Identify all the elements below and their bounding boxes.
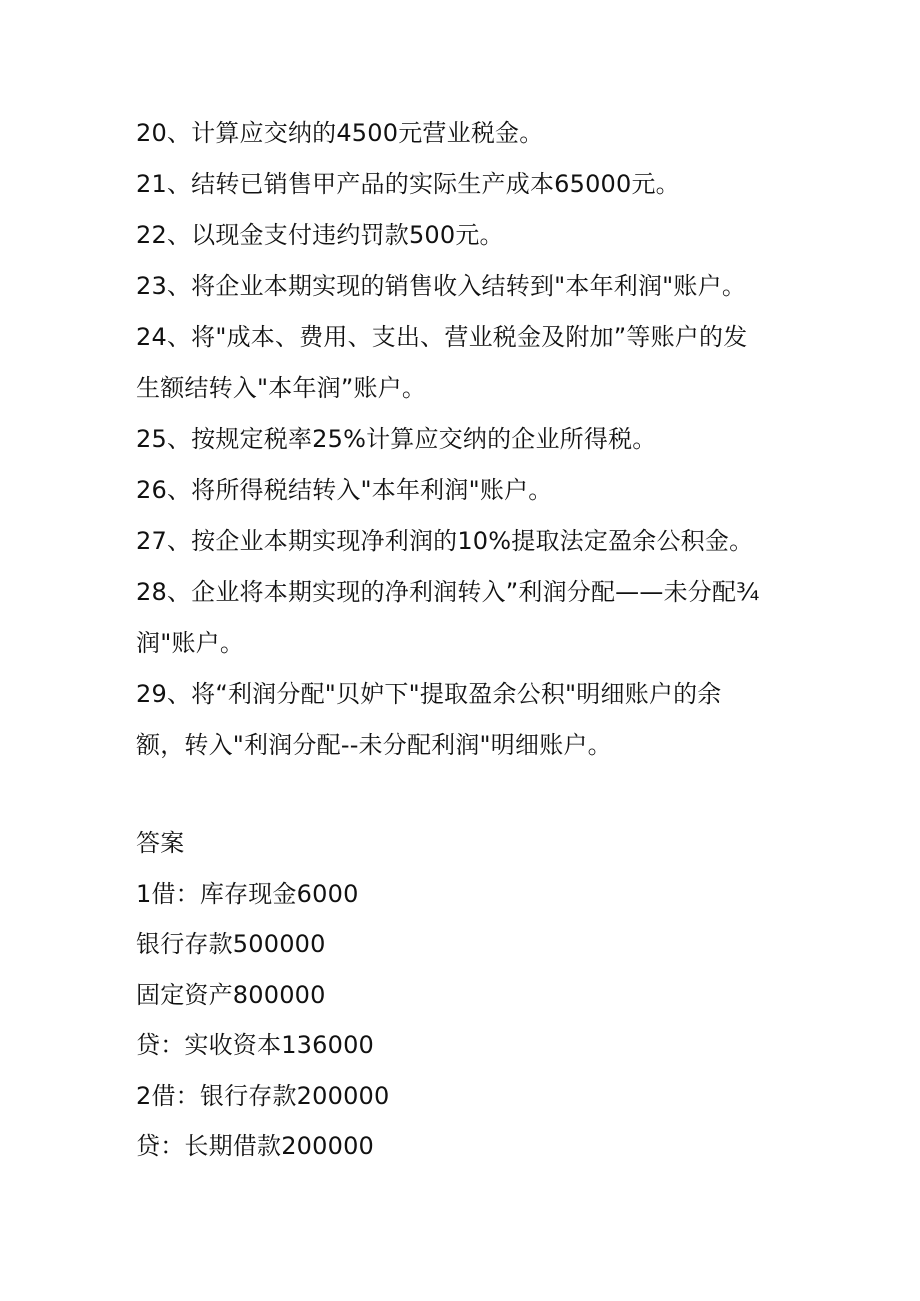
question-line-29: 29、将“利润分配"贝妒下"提取盈余公积"明细账户的余 xyxy=(136,680,722,708)
answer-line: 固定资产800000 xyxy=(136,980,326,1009)
answer-line: 贷：实收资本136000 xyxy=(136,1031,375,1059)
question-line-28-cont: 润"账户。 xyxy=(136,629,245,657)
question-line-23: 23、将企业本期实现的销售收入结转到"本年利润"账户。 xyxy=(136,272,747,300)
answer-line: 贷：长期借款200000 xyxy=(136,1132,375,1160)
answer-line: 2借：银行存款200000 xyxy=(136,1081,390,1110)
question-line-29-cont: 额，转入"利润分配--未分配利润"明细账户。 xyxy=(136,731,612,759)
question-line-24-cont: 生额结转入"本年润”账户。 xyxy=(136,374,427,402)
question-line-28: 28、企业将本期实现的净利润转入”利润分配——未分配¾ xyxy=(136,578,760,606)
answer-line: 银行存款500000 xyxy=(136,930,326,958)
document-content xyxy=(136,108,796,1172)
question-line-22: 22、以现金支付违约罚款500元。 xyxy=(136,221,504,249)
question-line-21: 21、结转已销售甲产品的实际生产成本65000元。 xyxy=(136,170,680,198)
question-list xyxy=(136,108,796,771)
question-line-25: 25、按规定税率25%计算应交纳的企业所得税。 xyxy=(136,425,657,453)
question-line-26: 26、将所得税结转入"本年利润"账户。 xyxy=(136,476,553,504)
question-line-20: 20、计算应交纳的4500元营业税金。 xyxy=(136,119,544,147)
answers-heading: 答案 xyxy=(136,829,185,857)
section-gap xyxy=(136,771,796,818)
question-line-27: 27、按企业本期实现净利润的10%提取法定盈余公积金。 xyxy=(136,527,754,555)
answer-line: 1借：库存现金6000 xyxy=(136,879,359,908)
answers-section xyxy=(136,818,796,1172)
question-line-24: 24、将"成本、费用、支出、营业税金及附加”等账户的发 xyxy=(136,323,748,351)
